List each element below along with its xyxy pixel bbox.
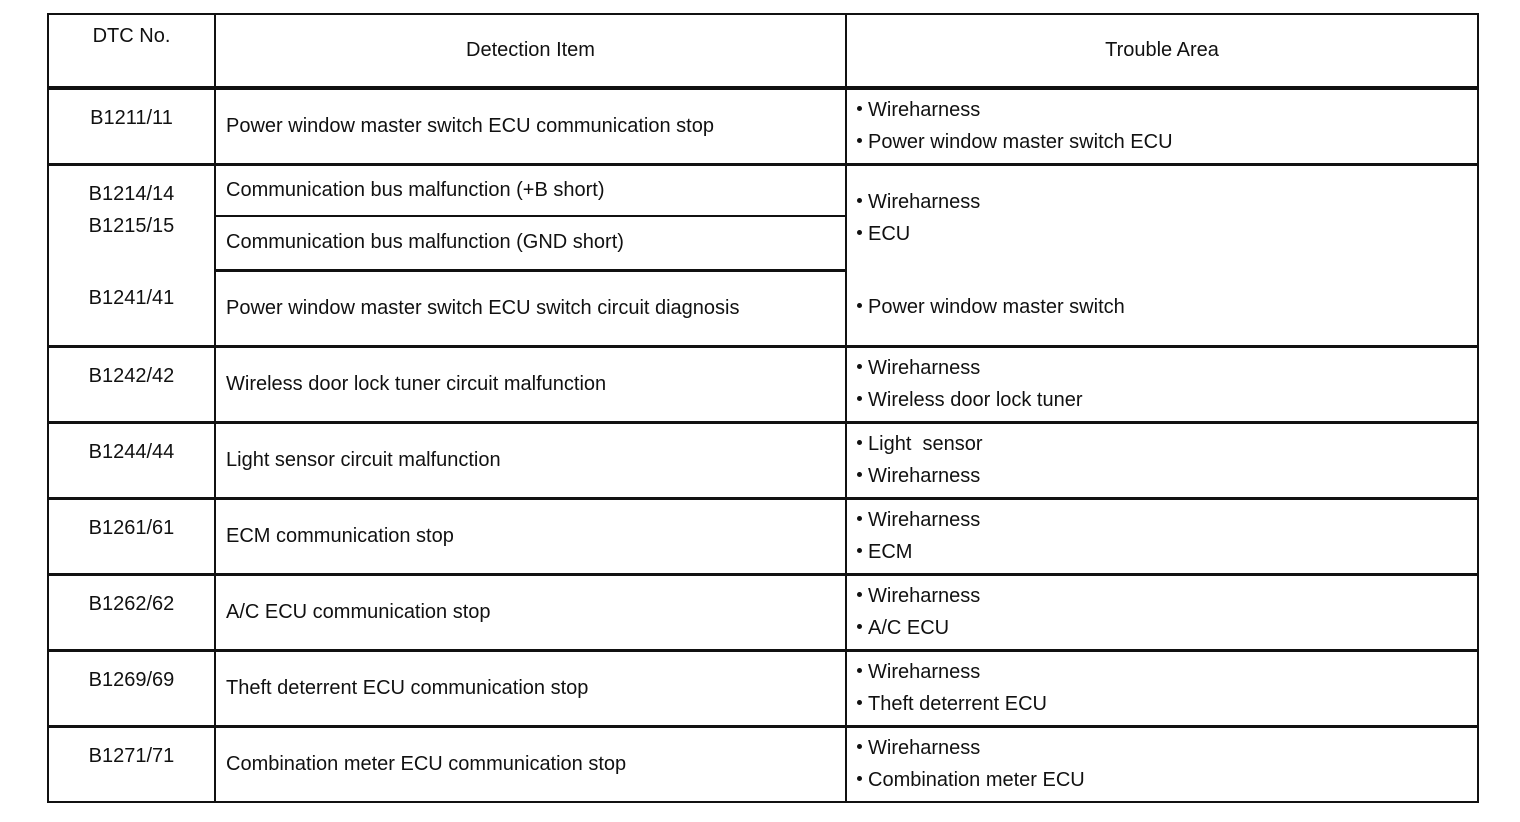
dtc-code: B1211/11 <box>90 107 173 129</box>
bullet-icon <box>857 624 862 629</box>
trouble-area-cell <box>846 574 1478 650</box>
trouble-area-text: ECM <box>868 541 913 563</box>
trouble-area-cell <box>846 164 1478 270</box>
dtc-code-cell <box>48 574 215 650</box>
bullet-icon <box>857 198 862 203</box>
trouble-area-text: Wireharness <box>868 465 981 487</box>
trouble-area-cell <box>846 726 1478 802</box>
table-row <box>48 650 1478 726</box>
dtc-code-cell <box>48 88 215 164</box>
trouble-area-text: Light sensor <box>868 433 983 455</box>
detection-item-cell: Light sensor circuit malfunction <box>215 422 846 498</box>
trouble-area-text: A/C ECU <box>868 617 950 639</box>
dtc-code: B1241/41 <box>88 287 175 309</box>
trouble-area-text: Power window master switch <box>868 296 1125 319</box>
dtc-code-cell <box>48 346 215 422</box>
header-row <box>48 14 1478 88</box>
trouble-area-entry <box>857 612 1477 644</box>
bullet-icon <box>857 776 862 781</box>
detection-item-cell: Power window master switch ECU switch circuit diagnosis <box>215 270 846 346</box>
trouble-area-text: Wireharness <box>868 737 981 760</box>
bullet-icon <box>857 472 862 477</box>
table-row <box>48 164 1478 216</box>
trouble-area-entry <box>857 352 1477 384</box>
trouble-area-text: Theft deterrent ECU <box>868 693 1047 715</box>
header-detection-item: Detection Item <box>215 14 846 88</box>
trouble-area-text: Wireharness <box>868 357 981 379</box>
table-row <box>48 346 1478 422</box>
trouble-area-entry <box>857 536 1477 568</box>
trouble-area-entry <box>857 764 1477 796</box>
dtc-code-cell <box>48 726 215 802</box>
dtc-code-cell <box>48 270 215 346</box>
trouble-area-text: Wireharness <box>868 190 981 213</box>
detection-item-cell: Theft deterrent ECU communication stop <box>215 650 846 726</box>
detection-item-cell: ECM communication stop <box>215 498 846 574</box>
trouble-area-entry <box>857 504 1477 536</box>
dtc-code-cell <box>48 650 215 726</box>
dtc-code-cell <box>48 422 215 498</box>
trouble-area-entry <box>857 186 1477 218</box>
bullet-icon <box>857 668 862 673</box>
trouble-area-cell <box>846 270 1478 346</box>
trouble-area-text: Power window master switch ECU <box>868 131 1173 154</box>
trouble-area-entry <box>857 428 1477 460</box>
trouble-area-text: Wireharness <box>868 661 981 683</box>
trouble-area-entry <box>857 291 1477 323</box>
detection-item-cell: Communication bus malfunction (GND short) <box>215 216 846 270</box>
table-row <box>48 88 1478 164</box>
trouble-area-entry <box>857 384 1477 416</box>
table-row <box>48 422 1478 498</box>
trouble-area-cell <box>846 422 1478 498</box>
trouble-area-text: ECU <box>868 222 911 245</box>
dtc-code: B1271/71 <box>88 744 175 767</box>
bullet-icon <box>857 592 862 597</box>
table-row <box>48 498 1478 574</box>
dtc-code: B1214/14 <box>88 182 175 205</box>
detection-item-cell: Power window master switch ECU communication stop <box>215 88 846 164</box>
header-trouble-area: Trouble Area <box>846 14 1478 88</box>
trouble-area-entry <box>857 460 1477 492</box>
bullet-icon <box>857 440 862 445</box>
dtc-table <box>47 13 1479 803</box>
trouble-area-entry <box>857 656 1477 688</box>
bullet-icon <box>857 700 862 705</box>
table-header <box>48 14 1478 88</box>
trouble-area-entry <box>857 580 1477 612</box>
dtc-code: B1244/44 <box>88 440 175 463</box>
bullet-icon <box>857 230 862 235</box>
trouble-area-entry <box>857 732 1477 764</box>
table-row <box>48 574 1478 650</box>
dtc-code: B1261/61 <box>88 516 175 539</box>
detection-item-cell: A/C ECU communication stop <box>215 574 846 650</box>
trouble-area-cell <box>846 498 1478 574</box>
dtc-code: B1269/69 <box>88 668 175 691</box>
bullet-icon <box>857 303 862 308</box>
trouble-area-cell <box>846 650 1478 726</box>
dtc-code-cell <box>48 498 215 574</box>
detection-item-cell: Wireless door lock tuner circuit malfunction <box>215 346 846 422</box>
trouble-area-entry <box>857 688 1477 720</box>
bullet-icon <box>857 364 862 369</box>
bullet-icon <box>857 744 862 749</box>
trouble-area-text: Combination meter ECU <box>868 769 1085 792</box>
trouble-area-cell <box>846 346 1478 422</box>
detection-item-cell: Communication bus malfunction (+B short) <box>215 164 846 216</box>
trouble-area-cell <box>846 88 1478 164</box>
bullet-icon <box>857 548 862 553</box>
dtc-code-cell <box>48 164 215 270</box>
dtc-code: B1215/15 <box>88 214 175 237</box>
trouble-area-entry <box>857 94 1477 126</box>
trouble-area-text: Wireharness <box>868 99 981 122</box>
detection-item-cell: Combination meter ECU communication stop <box>215 726 846 802</box>
bullet-icon <box>857 516 862 521</box>
bullet-icon <box>857 106 862 111</box>
bullet-icon <box>857 396 862 401</box>
table-row <box>48 270 1478 346</box>
trouble-area-text: Wireharness <box>868 509 981 531</box>
dtc-code: B1262/62 <box>88 592 175 615</box>
trouble-area-entry <box>857 126 1477 158</box>
bullet-icon <box>857 138 862 143</box>
trouble-area-text: Wireharness <box>868 585 981 607</box>
dtc-code: B1242/42 <box>88 364 175 387</box>
table-row <box>48 726 1478 802</box>
trouble-area-entry <box>857 218 1477 250</box>
table-body <box>48 88 1478 802</box>
header-dtc-no: DTC No. <box>48 14 215 88</box>
trouble-area-text: Wireless door lock tuner <box>868 389 1083 411</box>
